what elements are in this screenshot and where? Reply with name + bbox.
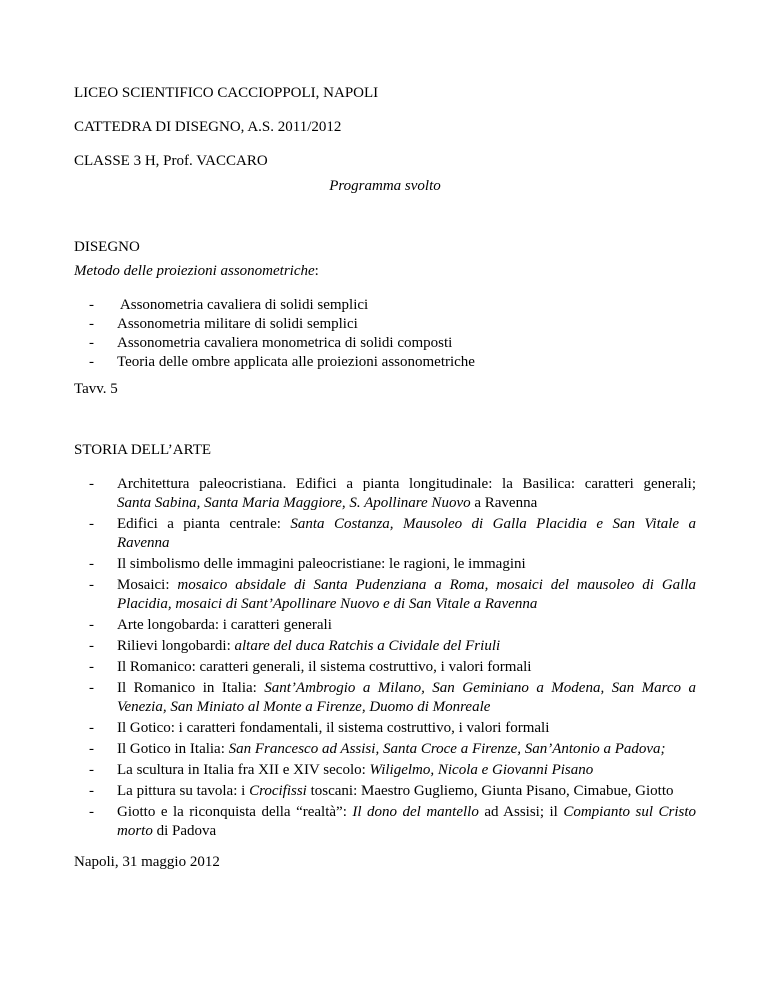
plain-text: Il simbolismo delle immagini paleocristiane: le ragioni, le immagini [117,556,526,572]
disegno-list-item [74,353,696,372]
storia-list-item-line [117,637,696,656]
bullet-dash: - [89,783,94,799]
place-date: Napoli, 31 maggio 2012 [74,854,220,870]
bullet-dash: - [89,617,94,633]
storia-list-item [74,740,696,759]
storia-list-item-line [117,822,696,841]
storia-list-item [74,679,696,717]
disegno-list-item [74,296,696,315]
bullet-dash: - [89,577,94,593]
plain-text: Edifici a pianta centrale: [117,516,291,532]
storia-list-item [74,515,696,553]
disegno-list-item-text: Teoria delle ombre applicata alle proiezioni assonometriche [117,354,475,370]
disegno-list-item [74,315,696,334]
disegno-list [74,296,696,372]
school-name: LICEO SCIENTIFICO CACCIOPPOLI, NAPOLI [74,85,379,101]
disegno-subheading-text: Metodo delle proiezioni assonometriche [74,263,315,279]
storia-list-item-line [117,555,696,574]
document-title: Programma svolto [329,178,441,194]
bullet-dash: - [89,476,94,492]
storia-list-item [74,761,696,780]
plain-text: toscani: Maestro Gugliemo, Giunta Pisano, Cimabue, Giotto [306,783,674,799]
storia-list-item-line [117,616,696,635]
tavole-count: Tavv. 5 [74,381,118,397]
bullet-dash: - [89,516,94,532]
plain-text: Rilievi longobardi: [117,638,235,654]
bullet-dash: - [89,556,94,572]
bullet-dash: - [89,354,94,370]
plain-text: Arte longobarda: i caratteri generali [117,617,332,633]
disegno-heading: DISEGNO [74,239,140,255]
plain-text: ad Assisi; il [478,804,564,820]
disegno-list-item-text: Assonometria militare di solidi semplici [117,316,358,332]
storia-list-item-line [117,595,696,614]
plain-text: La pittura su tavola: i [117,783,250,799]
disegno-list-item-text: Assonometria cavaliera di solidi semplici [117,297,369,313]
storia-list-item-line [117,576,696,595]
bullet-dash: - [89,659,94,675]
disegno-list-item [74,334,696,353]
plain-text: Mosaici: [117,577,178,593]
italic-text: Crocifissi [249,783,307,799]
plain-text: Il Gotico in Italia: [117,741,229,757]
italic-text: Santa Costanza, Mausoleo di Galla Placidia e San Vitale a [290,516,696,532]
storia-list-item [74,719,696,738]
plain-text: Il Romanico in Italia: [117,680,265,696]
bullet-dash: - [89,297,94,313]
italic-text: morto [117,823,153,839]
storia-list-item-line [117,494,696,513]
storia-list-item [74,576,696,614]
italic-text: Il dono del mantello [352,804,479,820]
storia-list-item-line [117,719,696,738]
storia-list-item [74,658,696,677]
bullet-dash: - [89,762,94,778]
storia-list-item-line [117,803,696,822]
bullet-dash: - [89,720,94,736]
disegno-subheading [74,262,319,281]
storia-list-item-line [117,534,696,553]
plain-text: di Padova [152,823,217,839]
storia-list-item [74,616,696,635]
storia-list [74,475,696,843]
class-line: CLASSE 3 H, Prof. VACCARO [74,153,268,169]
plain-text: a Ravenna [470,495,538,511]
italic-text: Wiligelmo, Nicola e Giovanni Pisano [369,762,594,778]
storia-list-item [74,475,696,513]
bullet-dash: - [89,741,94,757]
plain-text: Architettura paleocristiana. Edifici a pianta longitudinale: la Basilica: caratteri generali; [117,476,696,492]
storia-list-item-line [117,698,696,717]
bullet-dash: - [89,680,94,696]
storia-list-item-line [117,515,696,534]
plain-text: Il Gotico: i caratteri fondamentali, il sistema costruttivo, i valori formali [117,720,550,736]
bullet-dash: - [89,316,94,332]
storia-list-item [74,782,696,801]
disegno-list-item-text: Assonometria cavaliera monometrica di solidi composti [117,335,453,351]
storia-list-item [74,803,696,841]
storia-heading: STORIA DELL’ARTE [74,442,212,458]
storia-list-item-line [117,679,696,698]
italic-text: Ravenna [117,535,170,551]
storia-list-item-line [117,761,696,780]
italic-text: Santa Sabina, Santa Maria Maggiore, S. Apollinare Nuovo [117,495,471,511]
storia-list-item-line [117,475,696,494]
bullet-dash: - [89,335,94,351]
bullet-dash: - [89,638,94,654]
plain-text: Il Romanico: caratteri generali, il sistema costruttivo, i valori formali [117,659,532,675]
storia-list-item-line [117,740,696,759]
disegno-subheading-colon: : [314,263,319,279]
italic-text: mosaico absidale di Santa Pudenziana a Roma, mosaici del mausoleo di Galla [177,577,696,593]
italic-text: Compianto sul Cristo [563,804,697,820]
storia-list-item-line [117,658,696,677]
storia-list-item-line [117,782,696,801]
italic-text: altare del duca Ratchis a Cividale del Friuli [234,638,501,654]
storia-list-item [74,637,696,656]
bullet-dash: - [89,804,94,820]
italic-text: Placidia, mosaici di Sant’Apollinare Nuovo e di San Vitale a Ravenna [117,596,538,612]
plain-text: Giotto e la riconquista della “realtà”: [117,804,353,820]
department-line: CATTEDRA DI DISEGNO, A.S. 2011/2012 [74,119,342,135]
italic-text: Venezia, San Miniato al Monte a Firenze, Duomo di Monreale [117,699,491,715]
italic-text: San Francesco ad Assisi, Santa Croce a Firenze, San’Antonio a Padova; [228,741,666,757]
plain-text: La scultura in Italia fra XII e XIV secolo: [117,762,370,778]
storia-list-item [74,555,696,574]
italic-text: Sant’Ambrogio a Milano, San Geminiano a Modena, San Marco a [264,680,696,696]
